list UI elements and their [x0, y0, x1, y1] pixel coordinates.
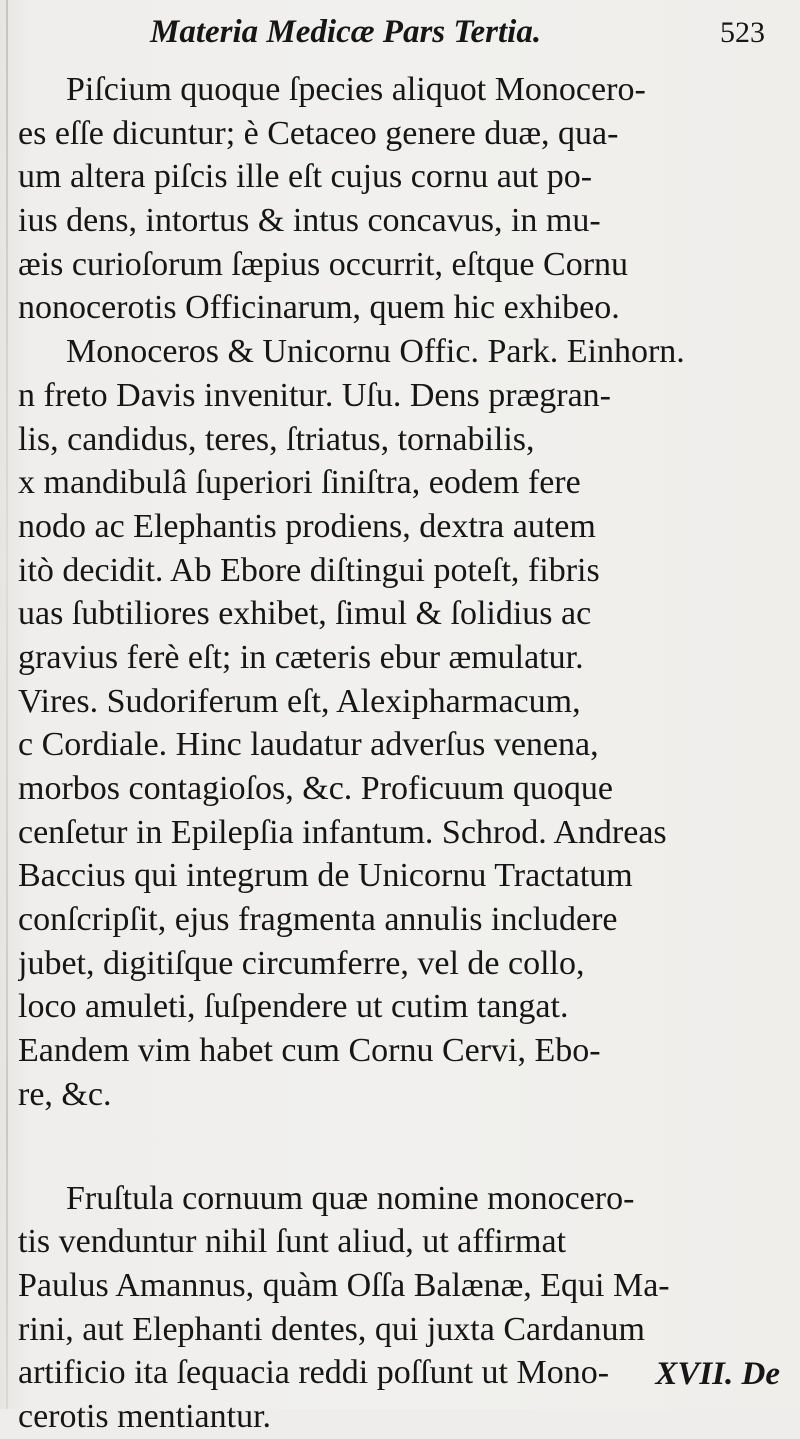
- running-head: [150, 14, 790, 60]
- text-line: x mandibulâ ſuperiori ſiniſtra, eodem fere: [18, 464, 581, 502]
- text-line: Piſcium quoque ſpecies aliquot Monocero-: [66, 71, 646, 108]
- text-line: Eandem vim habet cum Cornu Cervi, Ebo-: [18, 1032, 601, 1070]
- text-line: Fruſtula cornuum quæ nomine monocero-: [66, 1179, 635, 1217]
- paragraph-gap: [18, 1117, 793, 1177]
- text-line: itò decidit. Ab Ebore diſtingui poteſt, fibris: [18, 551, 600, 589]
- text-line: nodo ac Elephantis prodiens, dextra autem: [18, 507, 596, 545]
- text-line: loco amuleti, ſuſpendere ut cutim tangat.: [18, 988, 569, 1026]
- text-line: uas ſubtiliores exhibet, ſimul & ſolidius ac: [18, 595, 592, 633]
- text-line: lis, candidus, teres, ſtriatus, tornabilis,: [18, 420, 535, 458]
- text-line: Vires. Sudoriferum eſt, Alexipharmacum,: [18, 682, 581, 720]
- text-line: æis curioſorum ſæpius occurrit, eſtque Cornu: [18, 245, 629, 283]
- binding-shadow: [6, 0, 8, 1409]
- text-line: ius dens, intortus & intus concavus, in mu-: [18, 202, 601, 240]
- text-line: es eſſe dicuntur; è Cetaceo genere duæ, qua-: [18, 114, 619, 152]
- text-line: tis venduntur nihil ſunt aliud, ut affirmat: [18, 1223, 567, 1261]
- running-head-title: Materia Medicæ Pars Tertia.: [150, 14, 542, 50]
- text-line: morbos contagioſos, &c. Proficuum quoque: [18, 770, 613, 807]
- text-line: cerotis mentiantur.: [18, 1397, 272, 1435]
- text-line: conſcripſit, ejus fragmenta annulis includere: [18, 901, 618, 939]
- text-line: gravius ferè eſt; in cæteris ebur æmulatur.: [18, 638, 584, 676]
- text-line: nonocerotis Officinarum, quem hic exhibeo.: [18, 289, 620, 327]
- body-text: [18, 68, 793, 1439]
- text-line: c Cordiale. Hinc laudatur adverſus venena,: [18, 726, 599, 764]
- text-line: Monoceros & Unicornu Offic. Park. Einhorn.: [66, 333, 685, 371]
- text-line: cenſetur in Epilepſia infantum. Schrod. Andreas: [18, 813, 667, 851]
- text-line: n freto Davis invenitur. Uſu. Dens prægran-: [18, 376, 611, 414]
- text-line: Baccius qui integrum de Unicornu Tractatum: [18, 857, 633, 895]
- text-line: artificio ita ſequacia reddi poſſunt ut Mono-: [18, 1354, 610, 1392]
- page-number: 523: [720, 16, 765, 49]
- text-line: rini, aut Elephanti dentes, qui juxta Cardanum: [18, 1310, 645, 1348]
- text-line: um altera piſcis ille eſt cujus cornu aut po-: [18, 158, 593, 196]
- text-line: Paulus Amannus, quàm Oſſa Balænæ, Equi Ma-: [18, 1266, 670, 1304]
- catchword: XVII. De: [655, 1356, 780, 1392]
- text-line: re, &c.: [18, 1075, 112, 1113]
- text-line: jubet, digitiſque circumferre, vel de collo,: [18, 944, 585, 982]
